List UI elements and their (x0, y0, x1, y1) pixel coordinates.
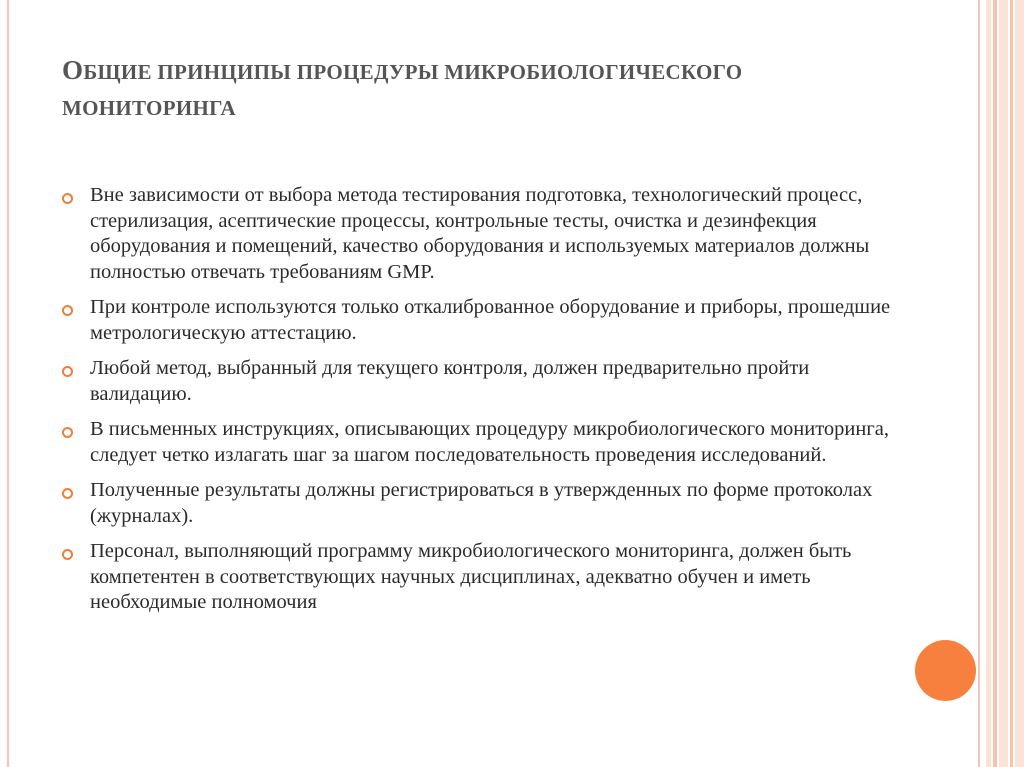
circle-bullet-icon (62, 549, 73, 560)
bullet-item (62, 356, 897, 407)
bullet-item (62, 183, 897, 285)
bullet-list (62, 183, 897, 626)
bullet-item (62, 478, 897, 529)
bullet-text: Полученные результаты должны регистрироваться в утвержденных по форме протоколах (журналах). (90, 479, 873, 527)
circle-bullet-icon (62, 193, 73, 204)
right-decor-stripe-4 (1010, 0, 1013, 767)
bullet-text: При контроле используются только откалиброванное оборудование и приборы, прошедшие метрологическую аттестацию. (90, 296, 891, 344)
circle-bullet-icon (62, 488, 73, 499)
circle-bullet-icon (62, 427, 73, 438)
right-decor-stripe-3 (999, 0, 1008, 767)
slide-title: ОБЩИЕ ПРИНЦИПЫ ПРОЦЕДУРЫ МИКРОБИОЛОГИЧЕСКОГО МОНИТОРИНГА (62, 55, 743, 120)
decorative-circle (915, 640, 976, 701)
bullet-text: Персонал, выполняющий программу микробиологического мониторинга, должен быть компетентен в соответствующих научных дисциплинах, адекватно обучен и иметь необходимые полномочия (90, 540, 852, 613)
right-decor-stripe-1 (986, 0, 991, 767)
bullet-text: Любой метод, выбранный для текущего контроля, должен предварительно пройти валидацию. (90, 357, 810, 405)
circle-bullet-icon (62, 305, 73, 316)
bullet-text: В письменных инструкциях, описывающих процедуру микробиологического мониторинга, следует четко излагать шаг за шагом последовательность проведения исследований. (90, 418, 890, 466)
right-decor-stripe-2 (993, 0, 997, 767)
circle-bullet-icon (62, 366, 73, 377)
bullet-text: Вне зависимости от выбора метода тестирования подготовка, технологический процесс, стерилизация, асептические процессы, контрольные тесты, очистка и дезинфекция оборудования и помещений, качество оборудования и используемых материалов должны полностью отвечать требованиям GMP. (90, 184, 870, 283)
right-decor-stripe-5 (1015, 0, 1024, 767)
bullet-item (62, 539, 897, 616)
bullet-item (62, 295, 897, 346)
bullet-item (62, 417, 897, 468)
